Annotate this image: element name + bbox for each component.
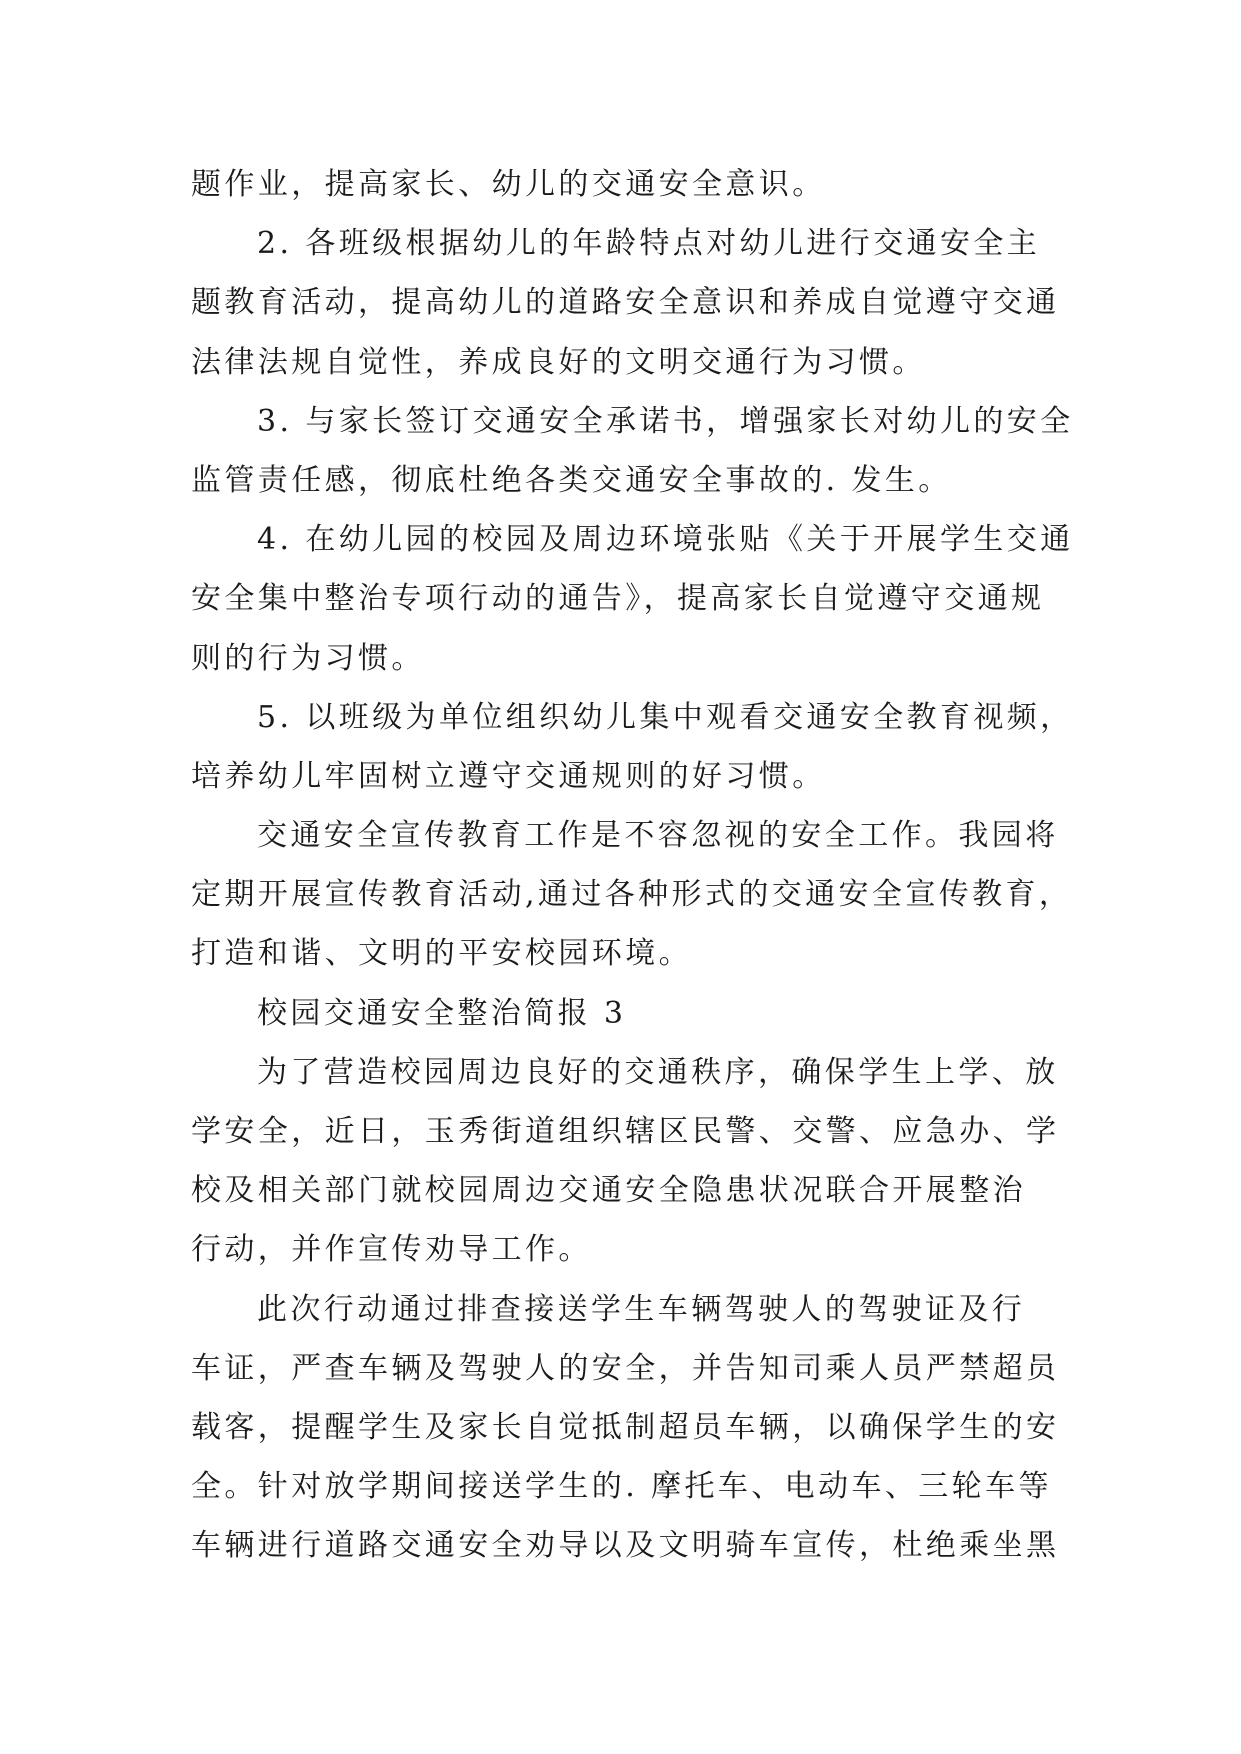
text-line: 监管责任感，彻底杜绝各类交通安全事故的. 发生。 (191, 462, 952, 498)
text-line: 2. 各班级根据幼儿的年龄特点对幼儿进行交通安全主 (257, 226, 1041, 262)
text-line: 题作业，提高家长、幼儿的交通安全意识。 (191, 167, 826, 202)
text-line: 车辆进行道路交通安全劝导以及文明骑车宣传，杜绝乘坐黑 (191, 1528, 1060, 1564)
text-line: 学安全，近日，玉秀街道组织辖区民警、交警、应急办、学 (191, 1114, 1060, 1149)
text-line: 则的行为习惯。 (191, 640, 425, 676)
text-line: 培养幼儿牢固树立遵守交通规则的好习惯。 (191, 758, 826, 794)
text-line: 此次行动通过排查接送学生车辆驾驶人的驾驶证及行 (257, 1291, 1026, 1327)
text-line: 5. 以班级为单位组织幼儿集中观看交通安全教育视频， (257, 699, 1074, 735)
text-line: 车证，严查车辆及驾驶人的安全，并告知司乘人员严禁超员 (191, 1350, 1060, 1386)
text-line: 4. 在幼儿园的校园及周边环境张贴《关于开展学生交通 (257, 522, 1074, 558)
text-line: 校及相关部门就校园周边交通安全隐患状况联合开展整治 (191, 1173, 1026, 1209)
text-line: 交通安全宣传教育工作是不容忽视的安全工作。我园将 (257, 818, 1059, 854)
text-line: 全。针对放学期间接送学生的. 摩托车、电动车、三轮车等 (191, 1469, 1052, 1505)
text-line: 载客，提醒学生及家长自觉抵制超员车辆，以确保学生的安 (191, 1409, 1060, 1445)
text-line: 法律法规自觉性，养成良好的文明交通行为习惯。 (191, 344, 926, 380)
document-body (191, 155, 1074, 1576)
text-line: 打造和谐、文明的平安校园环境。 (191, 936, 692, 972)
text-line: 为了营造校园周边良好的交通秩序，确保学生上学、放 (257, 1054, 1059, 1090)
text-line: 定期开展宣传教育活动,通过各种形式的交通安全宣传教育， (191, 877, 1073, 913)
text-line: 3. 与家长签订交通安全承诺书，增强家长对幼儿的安全 (257, 403, 1074, 439)
section-heading: 校园交通安全整治简报 3 (257, 995, 627, 1031)
text-line: 安全集中整治专项行动的通告》，提高家长自觉遵守交通规 (191, 581, 1045, 617)
text-line: 题教育活动，提高幼儿的道路安全意识和养成自觉遵守交通 (191, 285, 1060, 321)
text-line: 行动，并作宣传劝导工作。 (191, 1232, 592, 1268)
